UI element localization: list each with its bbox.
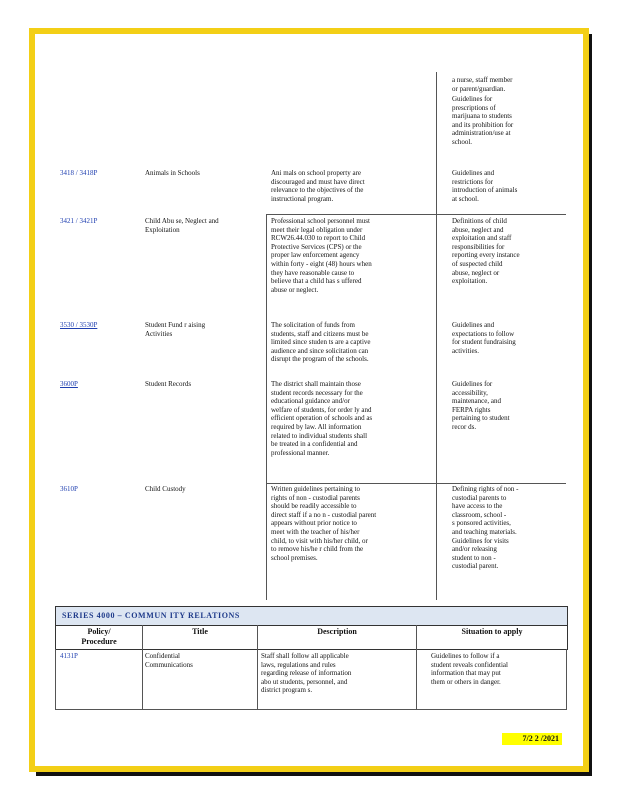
- policy-link-3418[interactable]: 3418 / 3418P: [60, 169, 98, 177]
- column-divider: [416, 625, 417, 709]
- policy-description: Written guidelines pertaining to rights of non - custodial parents should be readily accessible to direct staff if a no n - custodial parent appears without prior notice to meet with the teacher of his/her child, to visit with his/her child, or to remove his/he r child from the school premises.: [271, 485, 377, 562]
- header-description: Description: [317, 627, 357, 636]
- bullet-icon: [442, 485, 447, 494]
- bullet-icon: [421, 652, 426, 661]
- table-border: [55, 649, 56, 709]
- situation-continuation: a nurse, staff member or parent/guardian.: [452, 76, 513, 93]
- policy-link-3530[interactable]: 3530 / 3530P: [60, 321, 98, 329]
- bullet-icon: [442, 321, 447, 330]
- situation-text: Defining rights of non - custodial parents to have access to the classroom, school - s ponsored activities, and teaching materials. Guidelines for visits and/or releasing student to non - custodial parent.: [452, 485, 519, 571]
- row-divider: [266, 214, 436, 215]
- policy-title: Student Fund r aising Activities: [145, 321, 206, 338]
- series-header: [55, 606, 568, 626]
- policy-description: The district shall maintain those student records necessary for the educational guidance and/or welfare of students, for order ly and efficient operation of schools and as required by law. All information related to individual students shall be treated in a confidential and professional manner.: [271, 380, 373, 457]
- table-header-row: [55, 625, 568, 650]
- situation-text: Guidelines and restrictions for introduction of animals at school.: [452, 169, 518, 203]
- table-border: [566, 649, 567, 709]
- bullet-icon: [442, 380, 447, 389]
- table-border: [55, 709, 567, 710]
- column-divider: [266, 214, 267, 600]
- situation-text: Guidelines and expectations to follow for student fundraising activities.: [452, 321, 516, 355]
- header-situation: Situation to apply: [461, 627, 523, 636]
- policy-description: The solicitation of funds from students, staff and citizens must be limited since studen ts are a captive audience and since solicitation can disrupt the program of the schools.: [271, 321, 371, 364]
- bullet-icon: [442, 95, 447, 104]
- policy-description: Ani mals on school property are discouraged and must have direct relevance to the objectives of the instructional program.: [271, 169, 365, 203]
- column-divider: [436, 72, 437, 600]
- policy-title: Child Abu se, Neglect and Exploitation: [145, 217, 219, 234]
- series-title: SERIES 4000 – COMMUN ITY RELATIONS: [62, 611, 240, 620]
- column-divider: [142, 625, 143, 709]
- bullet-icon: [442, 169, 447, 178]
- situation-text: Guidelines to follow if a student reveals confidential information that may put them or others in danger.: [431, 652, 508, 686]
- policy-title: Confidential Communications: [145, 652, 193, 669]
- header-title: Title: [192, 627, 208, 636]
- situation-text: Guidelines for accessibility, maintenance, and FERPA rights pertaining to student recor ds.: [452, 380, 510, 431]
- row-divider: [436, 214, 566, 215]
- policy-link-4131[interactable]: 4131P: [60, 652, 78, 660]
- policy-title: Student Records: [145, 380, 192, 388]
- column-divider: [257, 625, 258, 709]
- policy-description: Professional school personnel must meet their legal obligation under RCW26.44.030 to report to Child Protective Services (CPS) or the proper law enforcement agency within forty - eight (48) hours when they have reasonable cause to believe that a child has s uffered abuse or neglect.: [271, 217, 372, 294]
- policy-link-3421[interactable]: 3421 / 3421P: [60, 217, 98, 225]
- revision-date: 7/2 2 /2021: [502, 733, 562, 745]
- bullet-icon: [442, 217, 447, 226]
- policy-title: Animals in Schools: [145, 169, 200, 177]
- policy-link-3610[interactable]: 3610P: [60, 485, 78, 493]
- situation-text: Definitions of child abuse, neglect and exploitation and staff responsibilities for reporting every instance of suspected child abuse, neglect or exploitation.: [452, 217, 520, 286]
- policy-title: Child Custody: [145, 485, 186, 493]
- header-policy: Policy/ Procedure: [81, 627, 117, 646]
- policy-description: Staff shall follow all applicable laws, regulations and rules regarding release of information abo ut students, personnel, and district program s.: [261, 652, 352, 695]
- policy-link-3600[interactable]: 3600P: [60, 380, 78, 388]
- situation-text: Guidelines for prescriptions of marijuana to students and its prohibition for administration/use at school.: [452, 95, 514, 146]
- row-divider: [266, 483, 566, 484]
